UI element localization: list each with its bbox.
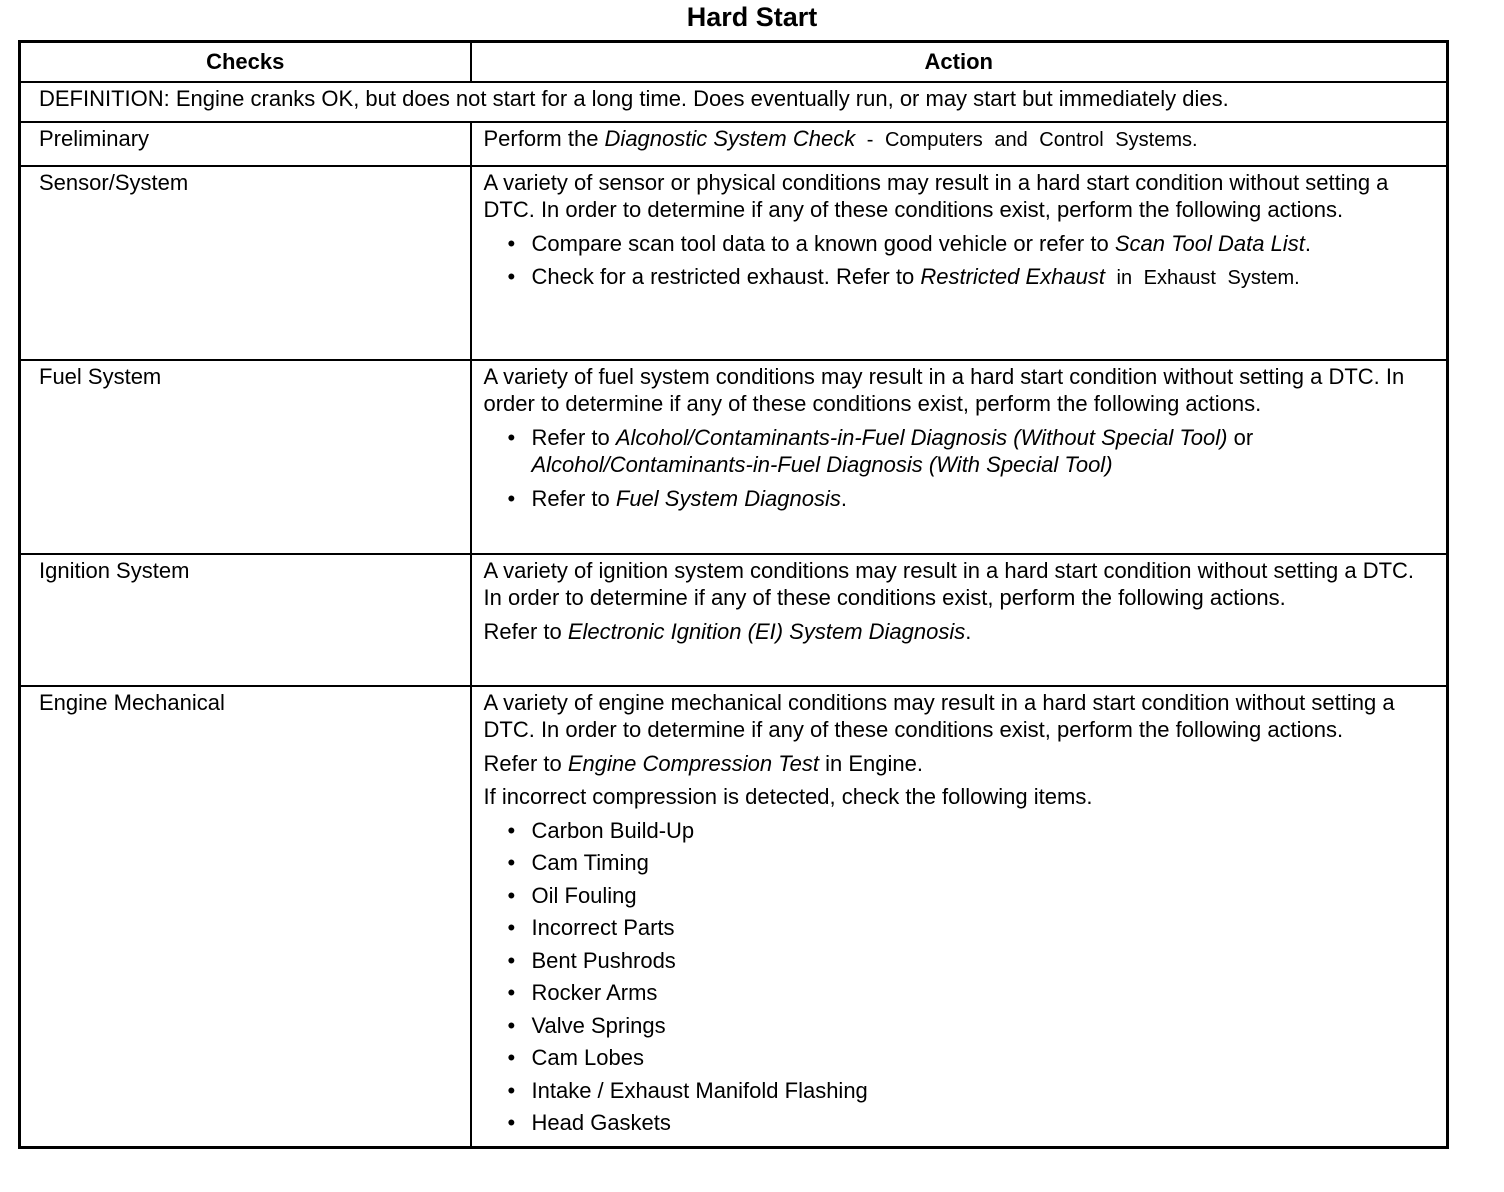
reference-link-text: Restricted Exhaust bbox=[920, 264, 1105, 289]
text-segment: Refer to bbox=[483, 750, 568, 776]
text-segment: . bbox=[840, 485, 847, 511]
text-segment: Refer to bbox=[483, 618, 568, 644]
action-header: Action bbox=[471, 42, 1448, 83]
text-segment: Incorrect Parts bbox=[531, 915, 675, 940]
text-segment: Cam Timing bbox=[531, 850, 649, 875]
header-row bbox=[20, 42, 1448, 83]
checks-header: Checks bbox=[20, 42, 471, 83]
text-segment: in Engine. bbox=[818, 750, 923, 776]
text-segment: Head Gaskets bbox=[531, 1110, 671, 1135]
text-segment: Oil Fouling bbox=[531, 882, 637, 908]
action-bullet-list bbox=[484, 817, 1435, 1137]
action-paragraph bbox=[484, 689, 1435, 744]
table-row bbox=[20, 166, 1448, 360]
text-segment: or bbox=[1227, 424, 1254, 450]
text-segment: Valve Springs bbox=[531, 1012, 666, 1038]
bullet-item bbox=[532, 914, 1435, 942]
bullet-item bbox=[532, 230, 1435, 258]
definition-row bbox=[20, 82, 1448, 122]
action-paragraph bbox=[484, 618, 1435, 646]
action-cell bbox=[471, 166, 1448, 360]
bullet-item bbox=[532, 882, 1435, 910]
check-cell: Engine Mechanical bbox=[20, 686, 471, 1148]
text-segment: Compare scan tool data to a known good vehicle or refer to bbox=[531, 230, 1115, 256]
definition-text: DEFINITION: Engine cranks OK, but does not start for a long time. Does eventually run, or may start but immediately dies. bbox=[20, 82, 1448, 122]
action-cell bbox=[471, 360, 1448, 554]
action-cell bbox=[471, 686, 1448, 1148]
text-segment: Refer to bbox=[531, 485, 616, 511]
check-cell: Fuel System bbox=[20, 360, 471, 554]
document-title: Hard Start bbox=[686, 2, 818, 32]
reference-link-text: Diagnostic System Check bbox=[604, 126, 856, 151]
text-segment: Intake / Exhaust Manifold Flashing bbox=[531, 1077, 868, 1103]
bullet-item bbox=[532, 1044, 1435, 1072]
text-segment: Bent Pushrods bbox=[531, 947, 676, 973]
bullet-item bbox=[532, 979, 1435, 1007]
text-segment: Carbon Build-Up bbox=[531, 817, 695, 843]
text-segment: Rocker Arms bbox=[531, 980, 658, 1005]
reference-link-text: Scan Tool Data List bbox=[1114, 230, 1305, 256]
bullet-item bbox=[532, 1109, 1435, 1137]
check-cell: Ignition System bbox=[20, 554, 471, 686]
table-row bbox=[20, 122, 1448, 166]
text-segment: - Computers and Control Systems. bbox=[855, 129, 1198, 151]
action-paragraph bbox=[484, 169, 1435, 224]
action-cell bbox=[471, 554, 1448, 686]
table-row bbox=[20, 686, 1448, 1148]
action-cell bbox=[471, 122, 1448, 166]
action-paragraph bbox=[484, 363, 1435, 418]
table-row bbox=[20, 360, 1448, 554]
reference-link-text: Fuel System Diagnosis bbox=[615, 485, 841, 511]
text-segment: A variety of ignition system conditions may result in a hard start condition without setting a DTC. In order to determine if any of these conditions exist, perform the following actions. bbox=[483, 557, 1415, 610]
text-segment: . bbox=[1304, 230, 1311, 256]
bullet-item bbox=[532, 947, 1435, 975]
hard-start-table bbox=[18, 40, 1449, 1149]
reference-link-text: Alcohol/Contaminants-in-Fuel Diagnosis (Without Special Tool) bbox=[615, 424, 1228, 450]
bullet-item bbox=[532, 485, 1435, 513]
bullet-item bbox=[532, 263, 1435, 293]
text-segment: A variety of fuel system conditions may result in a hard start condition without setting a DTC. In order to determine if any of these conditions exist, perform the following actions. bbox=[483, 363, 1405, 416]
text-segment: If incorrect compression is detected, check the following items. bbox=[483, 784, 1093, 809]
text-segment: . bbox=[965, 618, 972, 644]
check-cell: Sensor/System bbox=[20, 166, 471, 360]
text-segment: Cam Lobes bbox=[531, 1045, 645, 1070]
reference-link-text: Alcohol/Contaminants-in-Fuel Diagnosis (With Special Tool) bbox=[531, 452, 1113, 477]
table-row bbox=[20, 554, 1448, 686]
action-bullet-list bbox=[484, 424, 1435, 513]
bullet-item bbox=[532, 849, 1435, 877]
bullet-item bbox=[532, 424, 1435, 479]
text-segment: Refer to bbox=[531, 424, 616, 450]
action-paragraph bbox=[484, 750, 1435, 778]
action-paragraph bbox=[484, 557, 1435, 612]
bullet-item bbox=[532, 1012, 1435, 1040]
text-segment: Perform the bbox=[483, 126, 605, 151]
reference-link-text: Engine Compression Test bbox=[567, 750, 819, 776]
check-cell: Preliminary bbox=[20, 122, 471, 166]
action-bullet-list bbox=[484, 230, 1435, 293]
bullet-item bbox=[532, 1077, 1435, 1105]
text-segment: in Exhaust System. bbox=[1104, 267, 1300, 289]
bullet-item bbox=[532, 817, 1435, 845]
action-paragraph bbox=[484, 125, 1435, 155]
text-segment: A variety of sensor or physical conditions may result in a hard start condition without setting a DTC. In order to determine if any of these conditions exist, perform the following actions. bbox=[483, 169, 1389, 222]
action-paragraph bbox=[484, 783, 1435, 811]
reference-link-text: Electronic Ignition (EI) System Diagnosis bbox=[567, 618, 966, 644]
text-segment: Check for a restricted exhaust. Refer to bbox=[531, 264, 921, 289]
text-segment: A variety of engine mechanical conditions may result in a hard start condition without setting a DTC. In order to determine if any of these conditions exist, perform the following actions. bbox=[483, 689, 1395, 742]
